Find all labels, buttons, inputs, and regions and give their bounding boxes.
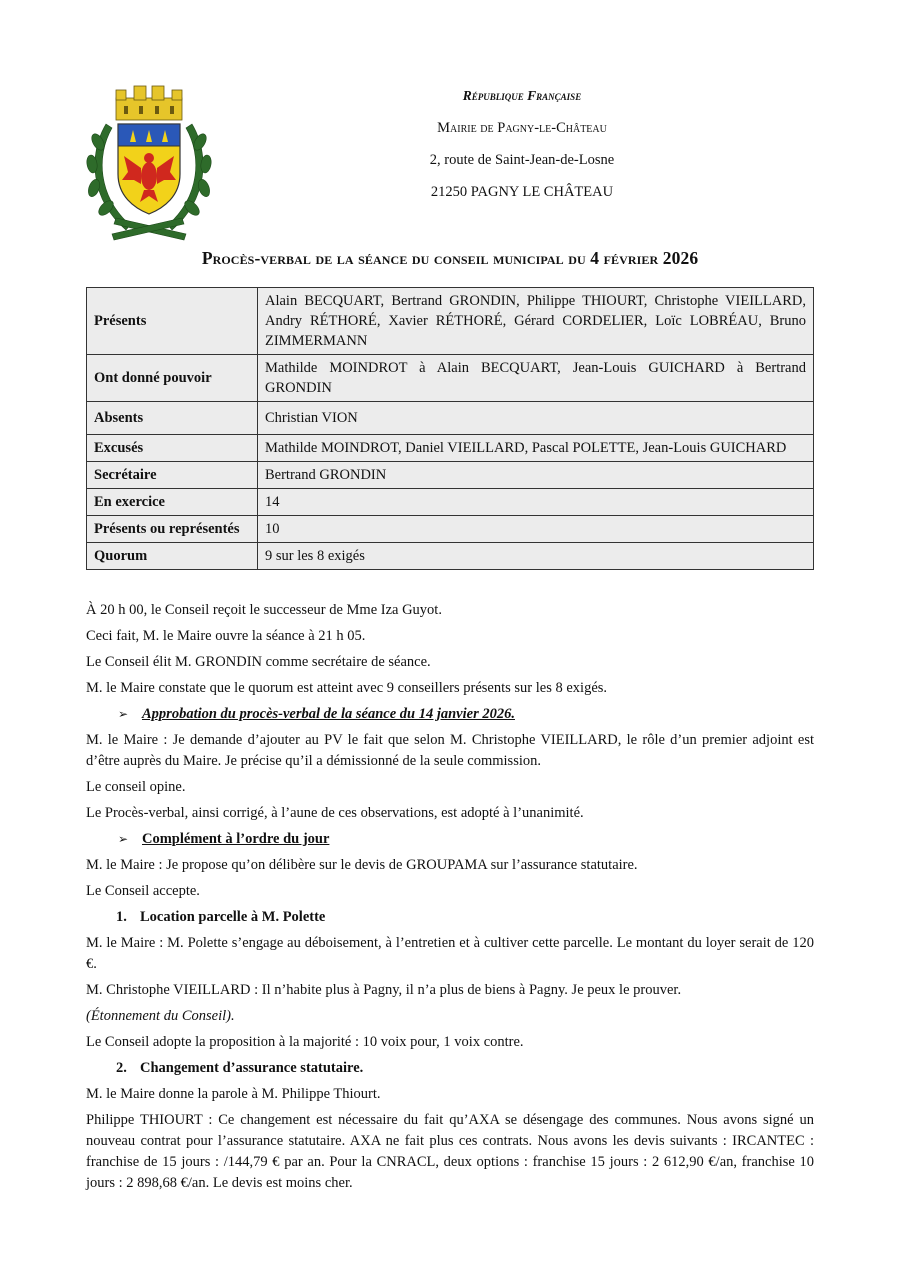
table-row — [87, 516, 814, 543]
attendance-table — [86, 287, 814, 570]
paragraph: Le Conseil élit M. GRONDIN comme secrétaire de séance. — [86, 654, 431, 670]
row-label: Ont donné pouvoir — [87, 355, 258, 402]
heading-text: Complément à l’ordre du jour — [142, 831, 330, 847]
paragraph: (Étonnement du Conseil). — [86, 1008, 235, 1024]
arrow-bullet-icon: ➢ — [118, 832, 129, 846]
paragraph: Ceci fait, M. le Maire ouvre la séance à 21 h 05. — [86, 628, 366, 644]
row-label: Quorum — [87, 543, 258, 570]
heading-text: Changement d’assurance statutaire. — [140, 1060, 364, 1076]
row-label: Présents — [87, 288, 258, 355]
numbered-heading — [116, 1058, 814, 1079]
row-value: 9 sur les 8 exigés — [258, 543, 814, 570]
heading-text: Approbation du procès-verbal de la séance du 14 janvier 2026. — [142, 706, 515, 722]
section-heading — [118, 829, 814, 850]
republic-label: République Française — [462, 88, 582, 103]
row-value: 14 — [258, 489, 814, 516]
paragraph: M. le Maire : Je demande d’ajouter au PV le fait que selon M. Christophe VIEILLARD, le rôle d’un premier adjoint est d’être auprès du Maire. Je précise qu’il a démissionné de la seule commission. — [86, 732, 814, 769]
table-row — [87, 489, 814, 516]
row-value: 10 — [258, 516, 814, 543]
row-label: Absents — [87, 402, 258, 435]
heading-number: 1. — [116, 909, 127, 925]
table-row — [87, 402, 814, 435]
paragraph: M. le Maire : Je propose qu’on délibère sur le devis de GROUPAMA sur l’assurance statutaire. — [86, 857, 638, 873]
table-row — [87, 462, 814, 489]
mairie-name: Mairie de Pagny-le-Château — [437, 120, 607, 136]
coat-of-arms-icon — [84, 84, 214, 242]
row-label: En exercice — [87, 489, 258, 516]
row-label: Excusés — [87, 435, 258, 462]
section-heading — [118, 704, 814, 725]
row-label: Secrétaire — [87, 462, 258, 489]
paragraph: Le conseil opine. — [86, 779, 186, 795]
paragraph: M. le Maire donne la parole à M. Philippe Thiourt. — [86, 1086, 381, 1102]
paragraph: Philippe THIOURT : Ce changement est nécessaire du fait qu’AXA se désengage des communes. Nous avons signé un nouveau contrat pour l’assurance statutaire. AXA ne fait plus ces contrats. Nous avons les devis suivants : IRCANTEC : franchise de 15 jours : /144,79 € par an. Pour la CNRACL, deux options : franchise 15 jours : 2 612,90 €/an, franchise 10 jours : 2 898,68 €/an. Le devis est moins cher. — [86, 1112, 814, 1191]
mairie-address: 2, route de Saint-Jean-de-Losne — [429, 152, 615, 168]
paragraph: M. Christophe VIEILLARD : Il n’habite plus à Pagny, il n’a plus de biens à Pagny. Je peux le prouver. — [86, 982, 682, 998]
numbered-heading — [116, 907, 814, 928]
minutes-body — [86, 600, 814, 1199]
table-row — [87, 543, 814, 570]
paragraph: M. le Maire constate que le quorum est atteint avec 9 conseillers présents sur les 8 exigés. — [86, 680, 608, 696]
row-value: Mathilde MOINDROT, Daniel VIEILLARD, Pascal POLETTE, Jean-Louis GUICHARD — [258, 435, 814, 462]
paragraph: Le Conseil adopte la proposition à la majorité : 10 voix pour, 1 voix contre. — [86, 1034, 524, 1050]
row-label: Présents ou représentés — [87, 516, 258, 543]
heading-number: 2. — [116, 1060, 127, 1076]
row-value: Alain BECQUART, Bertrand GRONDIN, Philippe THIOURT, Christophe VIEILLARD, Andry RÉTHORÉ, Xavier RÉTHORÉ, Gérard CORDELIER, Loïc LOBRÉAU, Bruno ZIMMERMANN — [258, 288, 814, 355]
letterhead — [344, 86, 700, 214]
row-value: Bertrand GRONDIN — [258, 462, 814, 489]
paragraph: M. le Maire : M. Polette s’engage au déboisement, à l’entretien et à cultiver cette parcelle. Le montant du loyer serait de 120 €. — [86, 935, 814, 972]
paragraph: Le Conseil accepte. — [86, 883, 200, 899]
table-row — [87, 435, 814, 462]
row-value: Mathilde MOINDROT à Alain BECQUART, Jean-Louis GUICHARD à Bertrand GRONDIN — [258, 355, 814, 402]
paragraph: Le Procès-verbal, ainsi corrigé, à l’aune de ces observations, est adopté à l’unanimité. — [86, 805, 584, 821]
mairie-city: 21250 PAGNY LE CHÂTEAU — [430, 184, 614, 200]
table-row — [87, 288, 814, 355]
row-value: Christian VION — [258, 402, 814, 435]
table-row — [87, 355, 814, 402]
page-title: Procès-verbal de la séance du conseil municipal du 4 février 2026 — [201, 248, 699, 268]
paragraph: À 20 h 00, le Conseil reçoit le successeur de Mme Iza Guyot. — [86, 602, 442, 618]
arrow-bullet-icon: ➢ — [118, 707, 129, 721]
heading-text: Location parcelle à M. Polette — [140, 909, 326, 925]
